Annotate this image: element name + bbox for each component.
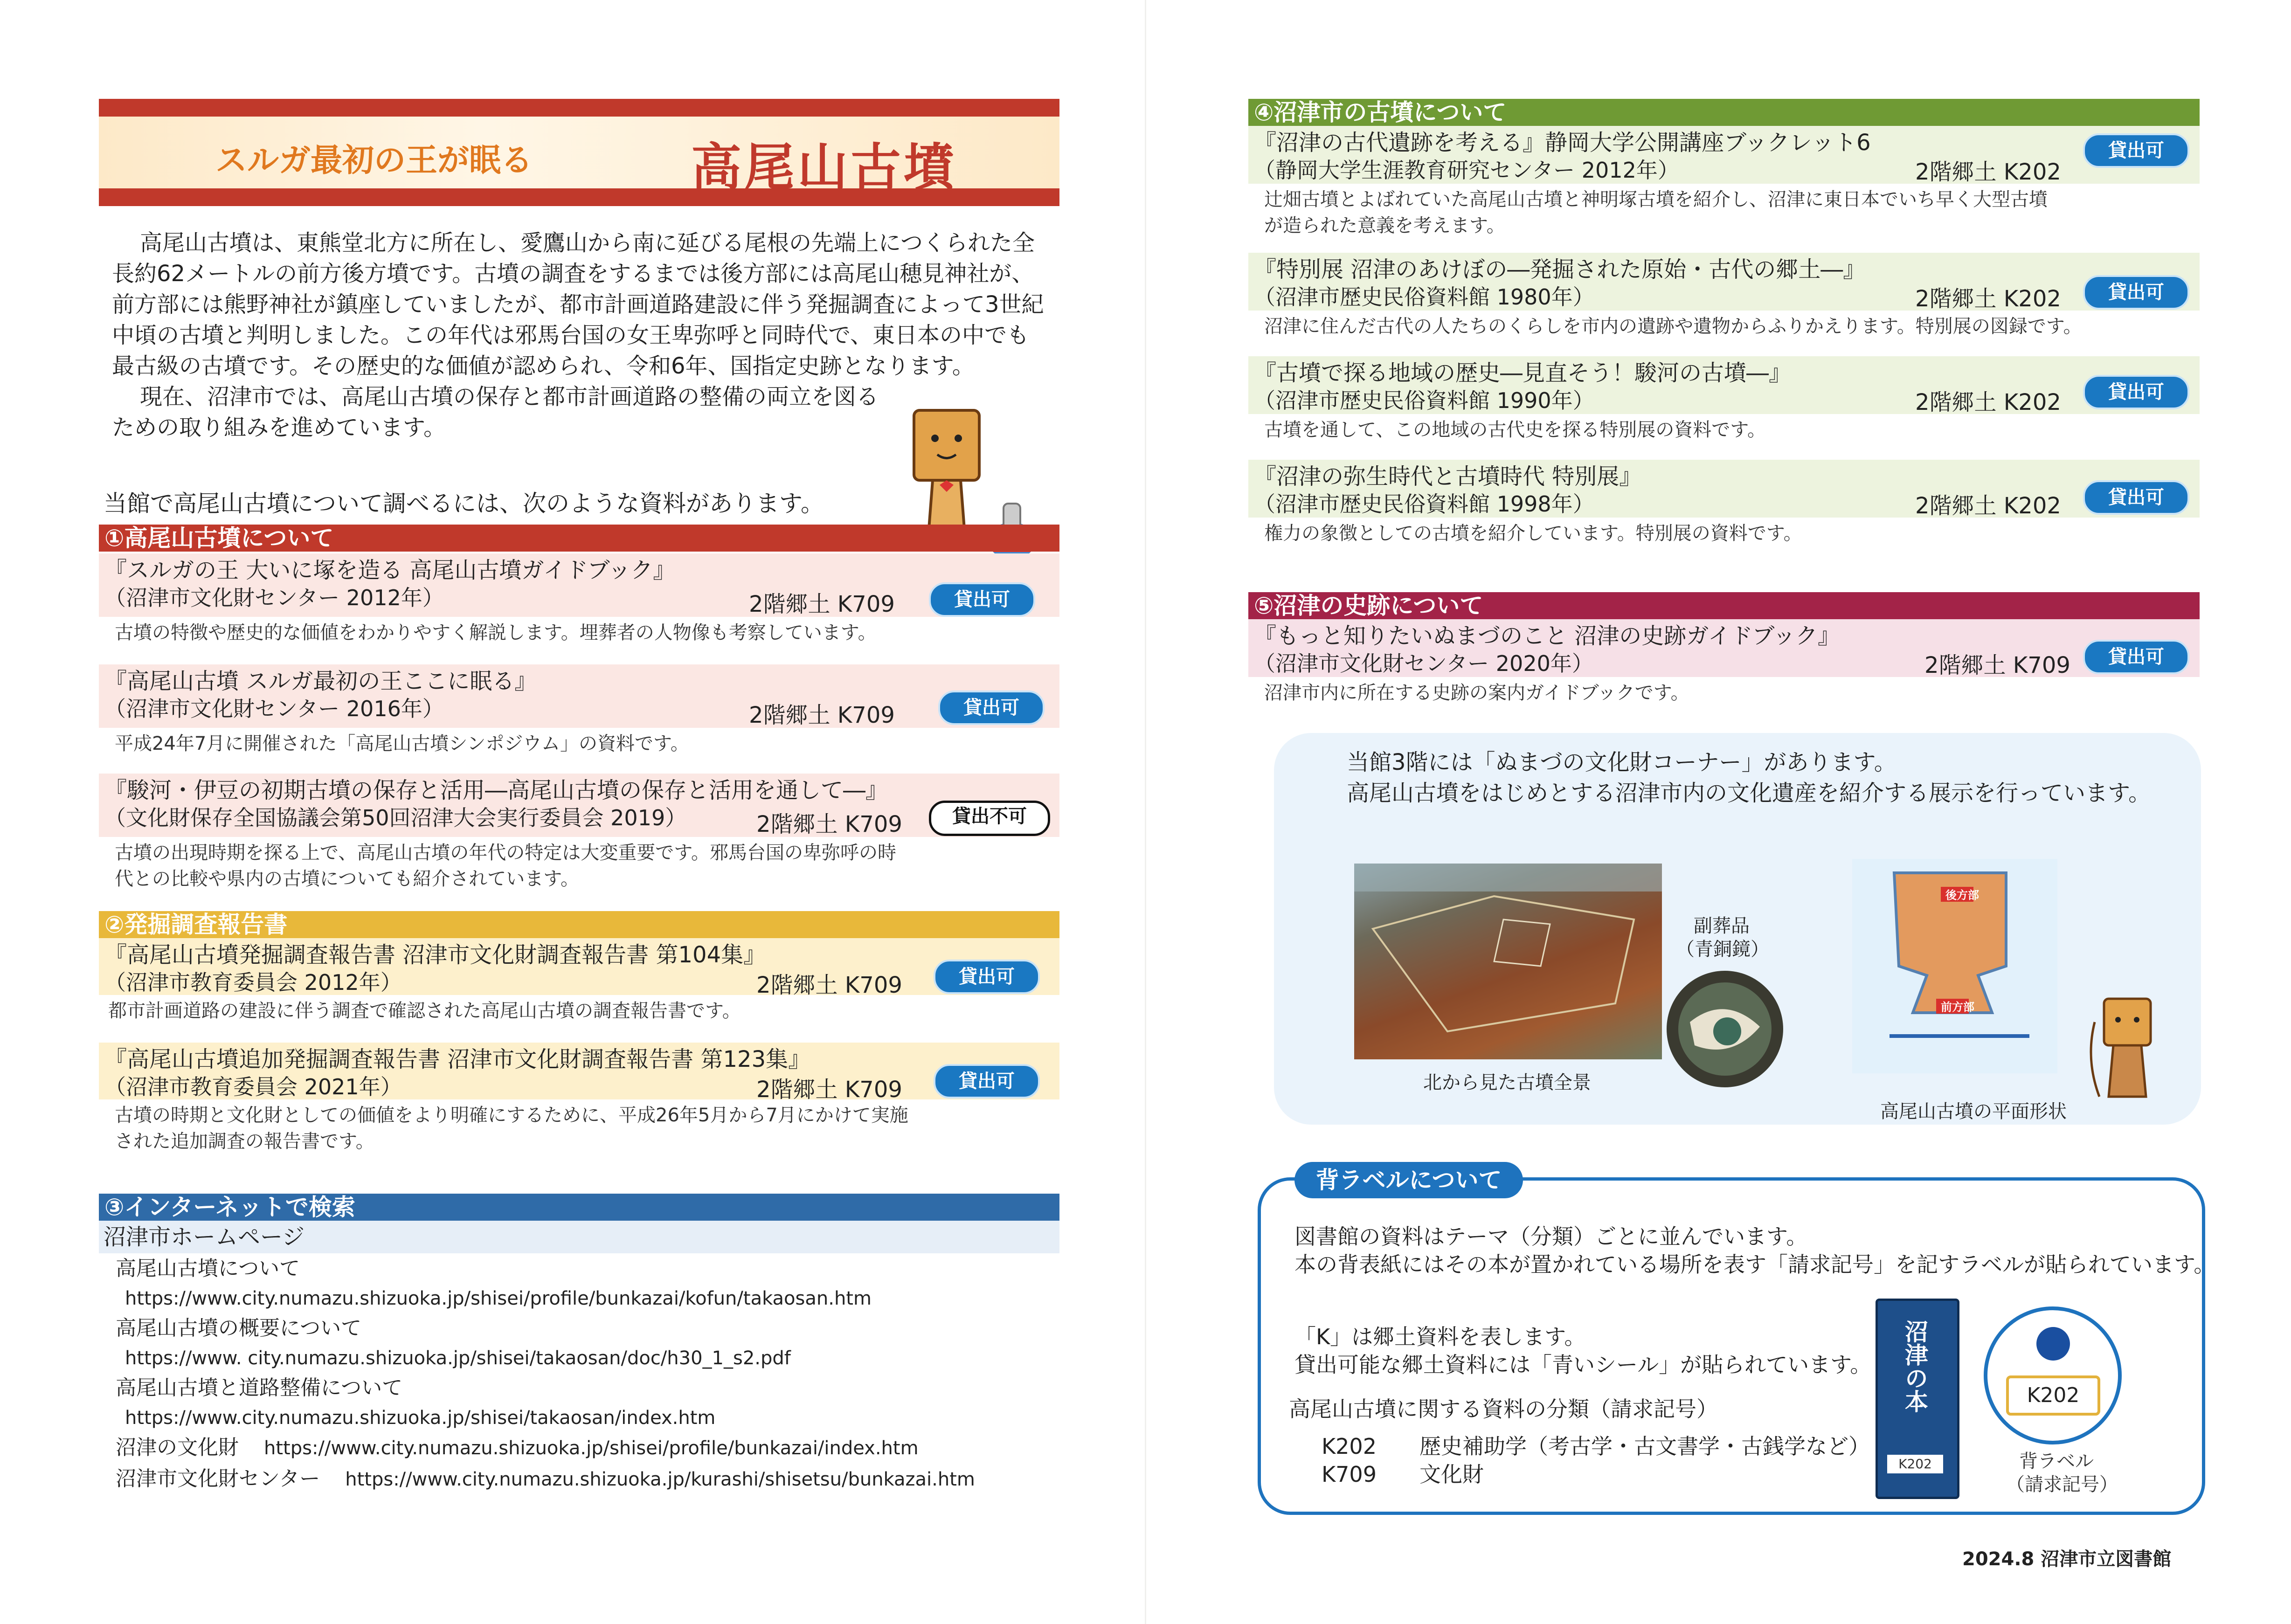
kofun-aerial-photo [1354,864,1662,1059]
magnifier-circle [1984,1306,2122,1444]
bronze-mirror-illustration [1662,966,1788,1092]
plan-caption: 高尾山古墳の平面形状 [1880,1101,2067,1122]
entry-1-3-box [99,774,1059,837]
classification-heading: 高尾山古墳に関する資料の分類（請求記号） [1289,1396,1718,1422]
link-1[interactable] [99,1253,1059,1313]
entry-1-2-title: 『高尾山古墳 スルガ最初の王ここに眠る』 [104,668,537,694]
intro-paragraph-1: 高尾山古墳は、東熊堂北方に所在し、愛鷹山から南に延びる尾根の先端上につくられた全長約62メートルの前方後方墳です。古墳の調査をするまでは後方部には高尾山穂見神社が、前方部には熊野神社が鎮座していましたが、都市計画道路建設に伴う発掘調査によって3世紀中頃の古墳と判明しました。この年代は邪馬台国の女王卑弥呼と同時代で、東日本の中でも最古級の古墳です。その歴史的な価値が認められ、令和6年、国指定史跡となります。 [112,230,1044,379]
section-2 [99,911,1059,1154]
section-2-heading: ②発掘調査報告書 [99,911,1059,938]
entry-5-1-call-number: 2階郷土 K709 [1924,652,2070,678]
entry-1-1-call-number: 2階郷土 K709 [749,591,895,617]
entry-4-3-box [1248,356,2200,414]
magnified-label-code: K202 [2006,1375,2100,1416]
left-page [0,0,1145,1624]
entry-4-4-status-badge: 貸出可 [2083,480,2189,515]
back-label-line-3: 「K」は郷土資料を表します。 [1294,1324,1586,1349]
entry-4-1-box [1248,126,2200,184]
section-5 [1248,592,2200,706]
plan-label-rear: 後方部 [1945,889,1979,902]
section-5-heading: ⑤沼津の史跡について [1248,592,2200,619]
classification-k709-code: K709 [1322,1462,1377,1487]
entry-1-2 [99,664,1059,757]
entry-4-1-description-line-2: が造られた意義を考えます。 [1264,215,1505,236]
book-spine-label: K202 [1887,1455,1943,1473]
entry-4-2-call-number: 2階郷土 K202 [1915,286,2061,312]
entry-4-2 [1248,253,2200,339]
entry-2-1-status-badge: 貸出可 [934,960,1040,994]
mirror-caption-line-1: 副葬品 [1694,915,1750,937]
link-2[interactable] [99,1313,1059,1373]
entry-2-2-description-line-1: 古墳の時期と文化財としての価値をより明確にするために、平成26年5月から7月にかけて実施 [115,1105,908,1126]
entry-1-3-publisher: （文化財保存全国協議会第50回沼津大会実行委員会 2019） [104,805,687,830]
link-3-label: 高尾山古墳と道路整備について [116,1376,403,1400]
entry-5-1 [1248,619,2200,706]
entry-1-2-status-badge: 貸出可 [938,691,1045,725]
entry-1-1-publisher: （沼津市文化財センター 2012年） [104,585,444,610]
section-1-heading: ①高尾山古墳について [99,525,1059,552]
entry-1-3-title: 『駿河・伊豆の初期古墳の保存と活用―高尾山古墳の保存と活用を通して―』 [104,777,888,803]
entry-1-2-publisher: （沼津市文化財センター 2016年） [104,696,444,721]
entry-1-1 [99,553,1059,646]
link-3-url[interactable]: https://www.city.numazu.shizuoka.jp/shisei/takaosan/index.htm [125,1407,716,1429]
classification-k202-code: K202 [1322,1434,1377,1459]
section-3 [99,1194,1059,1495]
link-5[interactable] [99,1464,1059,1495]
link-3[interactable] [99,1373,1059,1432]
exhibit-line-2: 高尾山古墳をはじめとする沼津市内の文化遺産を紹介する展示を行っています。 [1347,780,2151,806]
entry-2-1-title: 『高尾山古墳発掘調査報告書 沼津市文化財調査報告書 第104集』 [104,942,766,968]
entry-5-1-box [1248,619,2200,677]
blue-sticker-icon [2036,1327,2070,1361]
entry-4-1-status-badge: 貸出可 [2083,133,2189,168]
entry-4-4-description: 権力の象徴としての古墳を紹介しています。特別展の資料です。 [1264,523,1802,544]
entry-1-3-call-number: 2階郷土 K709 [756,811,902,837]
entry-1-3-status-badge: 貸出不可 [929,801,1050,836]
entry-4-4-box [1248,460,2200,518]
photo-caption: 北から見た古墳全景 [1423,1072,1591,1093]
plan-label-front: 前方部 [1941,1001,1974,1014]
back-label-line-2: 本の背表紙にはその本が置かれている場所を表す「請求記号」を記すラベルが貼られています。 [1294,1252,2215,1277]
mascot-haniwa-archer-illustration [2085,994,2169,1106]
classification-k709-desc: 文化財 [1419,1462,1484,1487]
entry-4-3-call-number: 2階郷土 K202 [1915,389,2061,415]
entry-1-1-status-badge: 貸出可 [929,582,1035,617]
back-label-line-1: 図書館の資料はテーマ（分類）ごとに並んでいます。 [1294,1224,1808,1249]
back-label-tab: 背ラベルについて [1294,1162,1523,1198]
banner-top-bar [99,99,1059,117]
entry-4-2-box [1248,253,2200,311]
link-4-url[interactable]: https://www.city.numazu.shizuoka.jp/shisei/profile/bunkazai/index.htm [264,1437,919,1459]
exhibit-panel [1274,733,2201,1125]
entry-2-2-call-number: 2階郷土 K709 [756,1077,902,1103]
intro-paragraph-2: 現在、沼津市では、高尾山古墳の保存と都市計画道路の整備の両立を図るための取り組みを進めています。 [112,384,879,441]
classification-k202-desc: 歴史補助学（考古学・古文書学・古銭学など） [1419,1434,1870,1459]
book-spine-text: 沼津の本 [1901,1320,1928,1413]
entry-1-3 [99,774,1059,892]
entry-1-1-description: 古墳の特徴や歴史的な価値をわかりやすく解説します。埋葬者の人物像も考察しています。 [115,622,877,643]
entry-5-1-title: 『もっと知りたいぬまづのこと 沼津の史跡ガイドブック』 [1254,623,1841,649]
link-2-url[interactable]: https://www. city.numazu.shizuoka.jp/shisei/takaosan/doc/h30_1_s2.pdf [125,1348,791,1369]
entry-1-2-box [99,664,1059,728]
link-5-url[interactable]: https://www.city.numazu.shizuoka.jp/kurashi/shisetsu/bunkazai.htm [345,1469,975,1490]
section-4 [1248,99,2200,546]
entry-2-2-box [99,1043,1059,1103]
back-label-caption-1: 背ラベル [2019,1451,2094,1472]
entry-2-1-description: 都市計画道路の建設に伴う調査で確認された高尾山古墳の調査報告書です。 [108,1000,741,1022]
entry-4-3-publisher: （沼津市歴史民俗資料館 1990年） [1254,388,1594,413]
book-illustration [1876,1299,1959,1499]
entry-4-2-status-badge: 貸出可 [2083,275,2189,310]
entry-4-2-publisher: （沼津市歴史民俗資料館 1980年） [1254,284,1594,310]
entry-4-1-title: 『沼津の古代遺跡を考える』静岡大学公開講座ブックレット6 [1254,130,1871,156]
entry-4-3-description: 古墳を通して、この地域の古代史を探る特別展の資料です。 [1264,419,1766,441]
entry-4-3-status-badge: 貸出可 [2083,375,2189,409]
footer-credit: 2024.8 沼津市立図書館 [1962,1548,2172,1570]
entry-2-2-status-badge: 貸出可 [934,1064,1040,1099]
entry-2-2-title: 『高尾山古墳追加発掘調査報告書 沼津市文化財調査報告書 第123集』 [104,1046,811,1072]
link-5-label: 沼津市文化財センター [116,1467,320,1491]
entry-4-4-title: 『沼津の弥生時代と古墳時代 特別展』 [1254,463,1642,490]
entry-2-1-publisher: （沼津市教育委員会 2012年） [104,970,402,995]
entry-1-1-box [99,553,1059,617]
entry-4-4-call-number: 2階郷土 K202 [1915,493,2061,519]
link-4[interactable] [99,1432,1059,1464]
entry-2-2-publisher: （沼津市教育委員会 2021年） [104,1074,402,1099]
section-3-subheading: 沼津市ホームページ [99,1221,1059,1253]
entry-4-4-publisher: （沼津市歴史民俗資料館 1998年） [1254,491,1594,517]
excavation-lines-illustration [1354,864,1662,1059]
entry-4-3 [1248,356,2200,443]
entry-5-1-publisher: （沼津市文化財センター 2020年） [1254,651,1593,676]
entry-4-1-publisher: （静岡大学生涯教育研究センター 2012年） [1254,158,1679,183]
entry-1-3-description-line-1: 古墳の出現時期を探る上で、高尾山古墳の年代の特定は大変重要です。邪馬台国の卑弥呼の時 [115,842,896,864]
entry-1-3-description-line-2: 代との比較や県内の古墳についても紹介されています。 [115,868,579,890]
entry-2-2-description-line-2: された追加調査の報告書です。 [115,1131,374,1152]
back-label-panel [1258,1167,2215,1515]
entry-4-1-call-number: 2階郷土 K202 [1915,159,2061,185]
link-1-url[interactable]: https://www.city.numazu.shizuoka.jp/shisei/profile/bunkazai/kofun/takaosan.htm [125,1288,872,1309]
entry-4-4 [1248,460,2200,546]
entry-2-1 [99,938,1059,1024]
link-1-label: 高尾山古墳について [116,1257,300,1280]
mirror-caption-line-2: （青銅鏡） [1676,939,1769,960]
link-4-label: 沼津の文化財 [116,1436,239,1459]
entry-1-2-call-number: 2階郷土 K709 [749,702,895,728]
entry-4-2-description: 沼津に住んだ古代の人たちのくらしを市内の遺跡や遺物からふりかえります。特別展の図録です。 [1264,316,2082,337]
entry-5-1-description: 沼津市内に所在する史跡の案内ガイドブックです。 [1264,682,1689,704]
entry-4-2-title: 『特別展 沼津のあけぼの―発掘された原始・古代の郷土―』 [1254,256,1866,283]
entry-4-1-description-line-1: 辻畑古墳とよばれていた高尾山古墳と神明塚古墳を紹介し、沼津に東日本でいち早く大型古墳 [1264,189,2048,210]
entry-1-2-description: 平成24年7月に開催された「高尾山古墳シンポジウム」の資料です。 [115,733,689,754]
entry-5-1-status-badge: 貸出可 [2083,640,2189,674]
exhibit-line-1: 当館3階には「ぬまづの文化財コーナー」があります。 [1347,749,1896,775]
section-3-heading: ③インターネットで検索 [99,1194,1059,1221]
entry-2-2 [99,1043,1059,1154]
exhibit-text [1321,747,2151,809]
back-label-line-4: 貸出可能な郷土資料には「青いシール」が貼られています。 [1294,1352,1872,1377]
entry-2-1-call-number: 2階郷土 K709 [756,972,902,998]
entry-1-1-title: 『スルガの王 大いに塚を造る 高尾山古墳ガイドブック』 [104,557,676,583]
lead-text: 当館で高尾山古墳について調べるには、次のような資料があります。 [104,490,824,517]
section-1 [99,525,1059,892]
section-4-heading: ④沼津市の古墳について [1248,99,2200,126]
title-banner [99,99,1059,206]
page-title: 高尾山古墳 [691,138,957,197]
entry-4-3-title: 『古墳で探る地域の歴史―見直そう！駿河の古墳―』 [1254,360,1792,386]
entry-2-1-box [99,938,1059,998]
entry-4-1 [1248,126,2200,239]
link-2-label: 高尾山古墳の概要について [116,1316,362,1340]
back-label-caption-2: （請求記号） [2006,1474,2118,1495]
banner-subtitle: スルガ最初の王が眠る [215,142,533,179]
